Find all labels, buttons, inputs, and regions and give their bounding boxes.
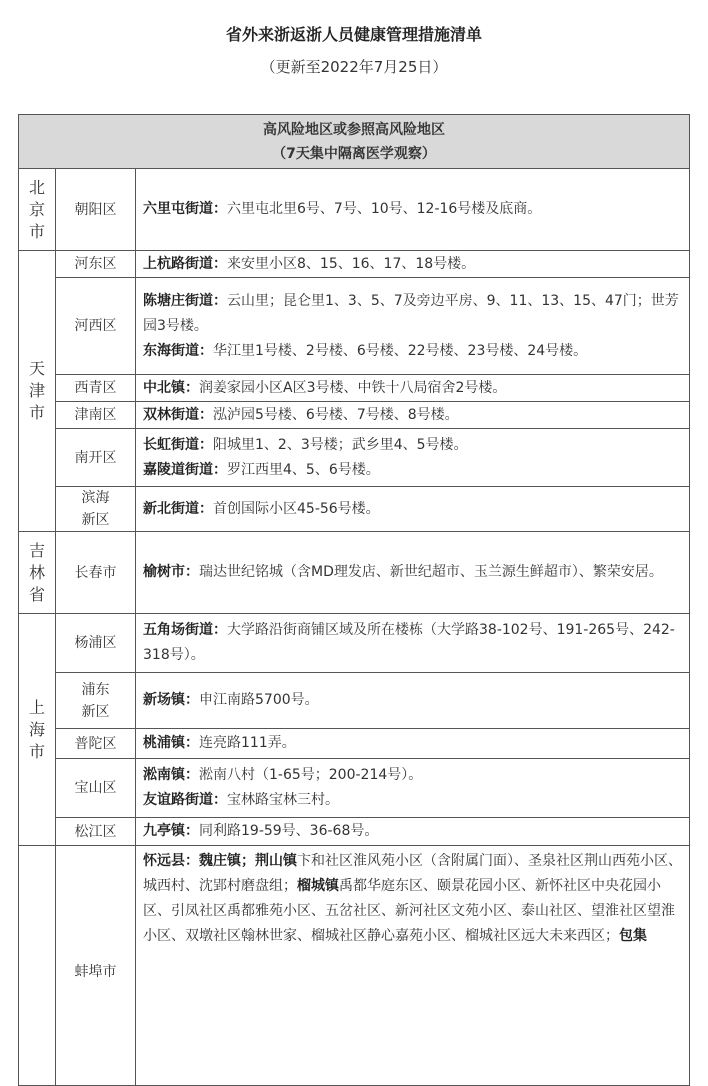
district-cell: 长春市 bbox=[56, 532, 136, 614]
location-cell: 长虹街道：阳城里1、2、3号楼；武乡里4、5号楼。 嘉陵道街道：罗江西里4、5、6号楼。 bbox=[136, 429, 690, 487]
table-row bbox=[19, 614, 690, 673]
table-row bbox=[19, 532, 690, 614]
table-row bbox=[19, 759, 690, 818]
page-title: 省外来浙返浙人员健康管理措施清单 bbox=[225, 25, 482, 44]
header-line-2: （7天集中隔离医学观察） bbox=[272, 145, 436, 162]
table-row bbox=[19, 729, 690, 759]
table-row bbox=[19, 673, 690, 729]
location-cell: 怀远县：魏庄镇；荆山镇卞和社区淮风苑小区（含附属门面）、圣泉社区荆山西苑小区、城西村、沈郢村磨盘组；榴城镇禹都华庭东区、颐景花园小区、新怀社区中央花园小区、引凤社区禹都雅苑小区、五岔社区、新河社区文苑小区、泰山社区、望淮社区望淮小区、双墩社区翰林世家、榴城社区静心嘉苑小区、榴城社区远大未来西区；包集 bbox=[136, 846, 690, 1086]
province-cell-jilin: 吉 林 省 bbox=[19, 532, 56, 614]
location-cell: 新北街道：首创国际小区45-56号楼。 bbox=[136, 487, 690, 532]
table-row bbox=[19, 818, 690, 846]
table-row bbox=[19, 429, 690, 487]
district-cell: 南开区 bbox=[56, 429, 136, 487]
table-header bbox=[19, 115, 690, 169]
location-cell: 五角场街道：大学路沿街商铺区域及所在楼栋（大学路38-102号、191-265号、242-318号）。 bbox=[136, 614, 690, 673]
location-cell: 陈塘庄街道：云山里；昆仑里1、3、5、7及旁边平房、9、11、13、15、47门；世芳园3号楼。 东海街道：华江里1号楼、2号楼、6号楼、22号楼、23号楼、24号楼。 bbox=[136, 278, 690, 375]
district-cell: 河东区 bbox=[56, 251, 136, 278]
table-row bbox=[19, 278, 690, 375]
page-subtitle: （更新至2022年7月25日） bbox=[260, 58, 448, 76]
district-cell: 宝山区 bbox=[56, 759, 136, 818]
location-cell: 榆树市：瑞达世纪铭城（含MD理发店、新世纪超市、玉兰源生鲜超市）、繁荣安居。 bbox=[136, 532, 690, 614]
location-cell: 六里屯街道：六里屯北里6号、7号、10号、12-16号楼及底商。 bbox=[136, 169, 690, 251]
table-row bbox=[19, 375, 690, 402]
district-cell: 蚌埠市 bbox=[56, 846, 136, 1086]
location-cell: 中北镇：润姜家园小区A区3号楼、中铁十八局宿舍2号楼。 bbox=[136, 375, 690, 402]
header-line-1: 高风险地区或参照高风险地区 bbox=[263, 121, 445, 138]
risk-area-table bbox=[18, 114, 690, 1086]
district-cell: 普陀区 bbox=[56, 729, 136, 759]
district-cell: 朝阳区 bbox=[56, 169, 136, 251]
table-row bbox=[19, 402, 690, 429]
district-cell: 松江区 bbox=[56, 818, 136, 846]
district-cell: 河西区 bbox=[56, 278, 136, 375]
province-cell-tianjin: 天 津 市 bbox=[19, 251, 56, 532]
location-cell: 双林街道：泓泸园5号楼、6号楼、7号楼、8号楼。 bbox=[136, 402, 690, 429]
district-cell: 西青区 bbox=[56, 375, 136, 402]
location-cell: 九亭镇：同利路19-59号、36-68号。 bbox=[136, 818, 690, 846]
province-cell-beijing: 北 京 市 bbox=[19, 169, 56, 251]
table-header-row bbox=[19, 115, 690, 169]
table-row bbox=[19, 846, 690, 1086]
table-row bbox=[19, 251, 690, 278]
location-cell: 桃浦镇：连亮路111弄。 bbox=[136, 729, 690, 759]
district-cell: 杨浦区 bbox=[56, 614, 136, 673]
table-row bbox=[19, 487, 690, 532]
district-cell: 滨海 新区 bbox=[56, 487, 136, 532]
location-cell: 淞南镇：淞南八村（1-65号；200-214号）。 友谊路街道：宝林路宝林三村。 bbox=[136, 759, 690, 818]
location-cell: 新场镇：申江南路5700号。 bbox=[136, 673, 690, 729]
table-row bbox=[19, 169, 690, 251]
province-cell-shanghai: 上 海 市 bbox=[19, 614, 56, 846]
province-cell bbox=[19, 846, 56, 1086]
district-cell: 浦东 新区 bbox=[56, 673, 136, 729]
district-cell: 津南区 bbox=[56, 402, 136, 429]
location-cell: 上杭路街道：来安里小区8、15、16、17、18号楼。 bbox=[136, 251, 690, 278]
